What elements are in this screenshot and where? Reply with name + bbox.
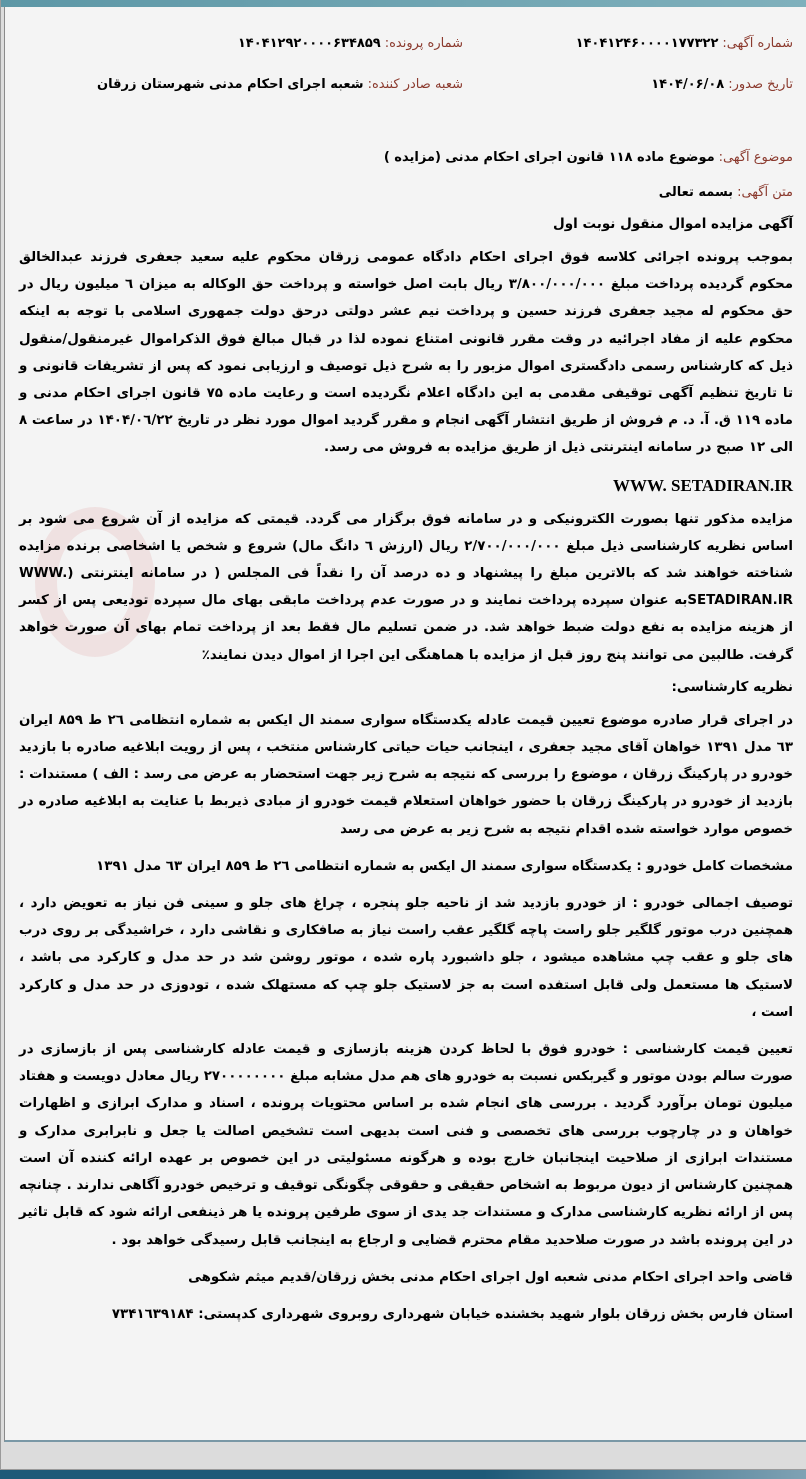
notice-content [5,7,806,1358]
judge-signature: قاضی واحد اجرای احکام مدنی شعبه اول اجرای احکام مدنی بخش زرقان/قدیم میثم شکوهی [188,1269,793,1285]
website-link[interactable]: WWW. SETADIRAN.IR [613,475,793,495]
paragraph-valuation: تعیین قیمت کارشناسی : خودرو فوق با لحاظ کردن هزینه بازسازی و قیمت عادله کارشناسی پس از بازسازی در صورت سالم بودن موتور و گیربکس نسبت به خودرو های هم مدل مشابه مبلغ ۲۷۰۰۰۰۰۰۰۰ ریال معادل دویست و هفتاد میلیون تومان برآورد گردید . بررسی های انجام شده بر اساس محتویات پرونده ، اسناد و مدارک ابرازی و اظهارات خواهان و در چارچوب بررسی های تخصصی و فنی است بدیهی است تشخیص اصالت یا جعل و نابرابری مدارک و مستندات ابرازی از صلاحیت اینجانبان خارج بوده و هرگونه مسئولیتی در این خصوص بر عهده ارائه کننده آن است همچنین کارشناس از دیون مربوط به اشخاص حقیقی و حقوقی چگونگی توقیف و ترخیص خودرو آگاهی ندارند . چنانچه پس از ارائه نظریه کارشناسی مدارک و مستندات جد یدی از سوی طرفین پرونده یا هر ذینفعی ارائه شود که قابل تاثیر در این پرونده باشد در صورت صلاحدید مقام محترم قضایی و ارجاع به اینجانب قابل رسیدگی خواهد بود . [19,1042,793,1248]
address: استان فارس بخش زرقان بلوار شهید بخشنده خیابان شهرداری روبروی شهرداری کدپستی: ۷۳۴۱٦۳۹۱۸۴ [111,1306,793,1322]
expert-heading: نظریه کارشناسی: [671,678,793,695]
issuer [19,77,463,118]
notice-text-label: متن آگهی: [737,185,793,200]
issuer-value: شعبه اجرای احکام مدنی شهرستان زرقان [96,77,364,92]
ad-number-value: ۱۴۰۴۱۲۴۶۰۰۰۰۱۷۷۳۲۲ [575,36,719,51]
ad-number-label: شماره آگهی: [722,36,793,51]
case-number-label: شماره پرونده: [384,36,463,51]
case-number-value: ۱۴۰۴۱۲۹۲۰۰۰۰۶۳۴۸۵۹ [237,36,381,51]
paragraph-vehicle-spec: مشخصات کامل خودرو : یکدستگاه سواری سمند ال ایکس به شماره انتظامی ۲٦ ط ۸۵۹ ایران ٦۳ مدل ۱۳۹۱ [96,858,793,874]
issuer-label: شعبه صادر کننده: [367,77,463,92]
issue-date-label: تاریخ صدور: [728,77,793,92]
paragraph-auction-terms: مزایده مذکور تنها بصورت الکترونیکی و در سامانه فوق برگزار می گردد. قیمتی که مزایده از آن شروع می شود بر اساس نظریه کارشناسی ذیل مبلغ ۲/۷۰۰/۰۰۰/۰۰۰ ریال (ارزش ٦ دانگ مال) شروع و شخص یا اشخاصی برنده مزایده شناخته خواهند شد که بالاترین مبلغ را پیشنهاد و ده درصد آن را نقداً فی المجلس ( در سامانه اینترنتی (WWW. SETADIRAN.IRبه عنوان سپرده پرداخت نمایند و در صورت عدم پرداخت مابقی بهای مال سپرده تودیعی پس از کسر از هزینه مزایده به نفع دولت ضبط خواهد شد. در ضمن تسلیم مال فقط بعد از پرداخت تمام بهای آن صورت خواهد گرفت. طالبین می توانند پنج روز قبل از مزایده با هماهنگی این اجرا از اموال دیدن نمایند٪ [19,511,793,663]
ad-number [463,36,793,77]
metadata-row [19,77,793,118]
subject [19,150,793,165]
subject-label: موضوع آگهی: [718,150,793,165]
notice-panel [4,7,806,1442]
subject-value: موضوع ماده ۱۱۸ قانون اجرای احکام مدنی (مزایده ) [383,150,715,165]
notice-metadata [19,7,793,136]
paragraph-expert-intro: در اجرای قرار صادره موضوع تعیین قیمت عادله یکدستگاه سواری سمند ال ایکس به شماره انتظامی ۲٦ ط ۸۵۹ ایران ٦۳ مدل ۱۳۹۱ خواهان آقای مجید جعفری ، اینجانب حیات حیاتی کارشناس منتخب ، پس از رویت ابلاغیه صادره با بازدید خودرو در پارکینگ زرقان ، موضوع را بررسی که نتیجه به شرح زیر جهت استحضار به عرض می رسد : الف ) مستندات : بازدید از خودرو در پارکینگ زرقان با حضور خواهان استعلام قیمت خودرو از مبادی ذیربط با عنایت به ابلاغیه صادره در خصوص موارد خواسته شده اقدام نتیجه به شرح زیر به عرض می رسد [19,712,794,837]
case-number [19,36,463,77]
notice-text-value: بسمه تعالی [658,185,734,200]
paragraph-intro: بموجب پرونده اجرائی کلاسه فوق اجرای احکام دادگاه عمومی زرقان محکوم علیه سعید جعفری فرزند عبدالخالق محکوم گردیده پرداخت مبلغ ۳/۸۰۰/۰۰۰/۰۰۰ ریال بابت اصل خواسته و پرداخت حق الوکاله به میزان ٦ میلیون ریال در حق محکوم له مجید جعفری فرزند حسین و پرداخت نیم عشر دولتی درحق دولت جمهوری اسلامی با توجه به اینکه محکوم علیه از مفاد اجرائیه در وقت مقرر قانونی امتناع نموده لذا در قبال مبالغ فوق الذکراموال غیرمنقول/منقول ذیل که کارشناس رسمی دادگستری اموال مزبور را به شرح ذیل توصیف و ارزیابی نمود که پس از تشریفات قانونی و تا تاریخ تنظیم آگهی توقیفی مقدمی به این دادگاه اعلام نگردیده است و رعایت ماده ۷۵ قانون اجرای احکام مدنی و ماده ۱۱۹ ق. آ. د. م فروش از طریق انتشار آگهی انجام و مقرر گردید اموال مورد نظر در تاریخ ۱۴۰۴/۰٦/۲۲ در ساعت ۸ الی ۱۲ صبح در سامانه اینترنتی ذیل از طریق مزایده به فروش می رسد. [19,250,794,456]
notice-text-start [19,185,793,200]
status-area [1,1442,806,1470]
metadata-row [19,36,793,77]
taskbar [0,1470,806,1479]
issue-date-value: ۱۴۰۴/۰۶/۰۸ [651,77,725,92]
notice-title: آگهی مزایده اموال منقول نوبت اول [553,216,793,232]
paragraph-vehicle-description: توصیف اجمالی خودرو : از خودرو بازدید شد از ناحیه جلو پنجره ، چراغ های جلو و سینی فن نیاز به تعویض دارد ، همچنین درب موتور گلگیر جلو راست پاچه گلگیر عقب راست نیاز به صافکاری و نقاشی دارد ، خراشیدگی بر روی درب های جلو و عقب چپ مشاهده میشود ، جلو داشبورد پاره شده ، موتور روشن شد در حد مدل و کارکرد می باشد ، لاستیک ها مستعمل ولی قابل استفده است به جز لاستیک جلو چپ که مستهلک شده ، تودوزی در حد مدل و کارکرد است ، [19,896,793,1020]
issue-date [463,77,793,118]
